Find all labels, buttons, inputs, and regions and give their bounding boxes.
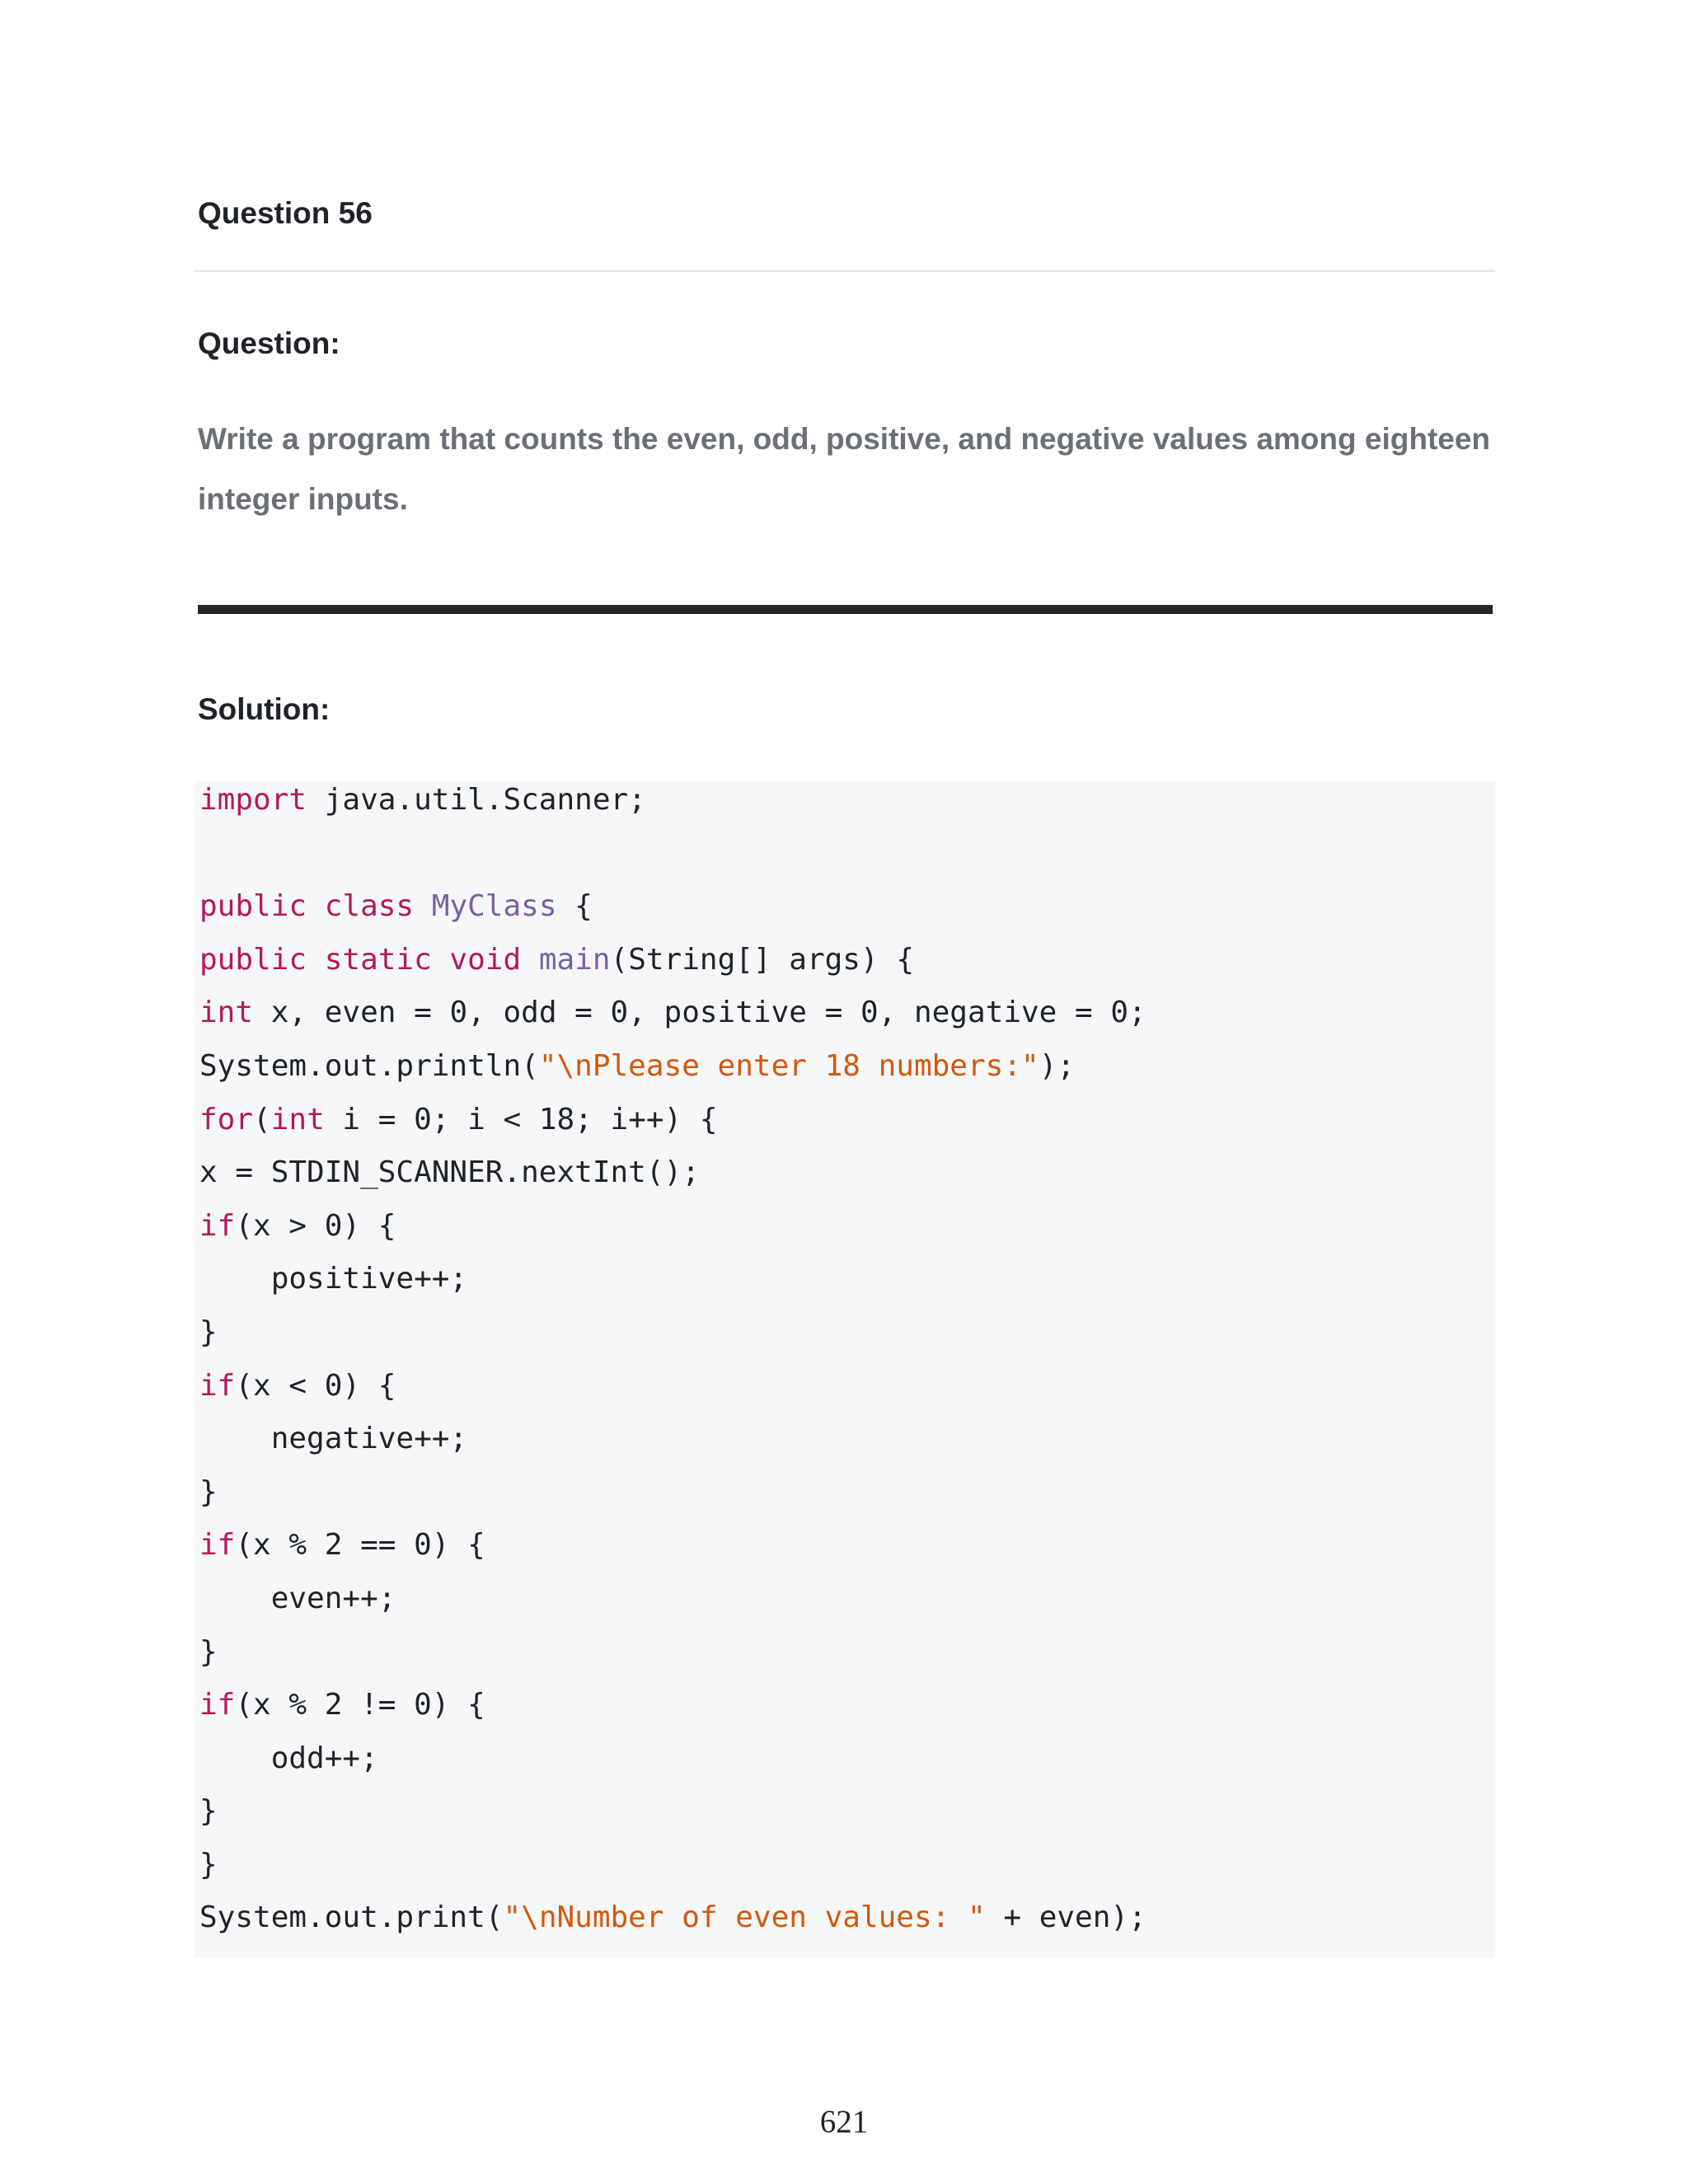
code-line: }: [199, 1794, 218, 1829]
code-line: if(x % 2 != 0) {: [199, 1688, 485, 1722]
code-line: even++;: [199, 1581, 396, 1615]
solution-label: Solution:: [198, 692, 331, 726]
code-line: if(x > 0) {: [199, 1208, 396, 1243]
question-text: Write a program that counts the even, odd, positive, and negative values among eighteen integer inputs.: [198, 422, 1491, 516]
code-line: negative++;: [199, 1422, 468, 1456]
code-line: odd++;: [199, 1741, 378, 1775]
code-line: if(x < 0) {: [199, 1368, 396, 1403]
code-line: public class MyClass {: [199, 889, 593, 924]
code-line: positive++;: [199, 1262, 468, 1296]
code-line: import java.util.Scanner;: [199, 783, 646, 817]
code-line: }: [199, 1315, 218, 1349]
code-line: int x, even = 0, odd = 0, positive = 0, negative = 0;: [199, 996, 1146, 1030]
code-line: public static void main(String[] args) {: [199, 942, 914, 977]
code-line: for(int i = 0; i < 18; i++) {: [199, 1102, 718, 1137]
code-line: System.out.print("\nNumber of even values: " + even);: [199, 1900, 1146, 1935]
code-line: }: [199, 1634, 218, 1669]
question-label: Question:: [198, 326, 340, 360]
code-block: [199, 774, 1146, 1945]
code-line-blank: [199, 827, 1146, 881]
page-number: 621: [819, 2104, 869, 2139]
section-divider: [198, 605, 1493, 614]
code-line: }: [199, 1474, 218, 1509]
code-line: }: [199, 1847, 218, 1882]
code-line: if(x % 2 == 0) {: [199, 1528, 485, 1563]
code-line: x = STDIN_SCANNER.nextInt();: [199, 1155, 700, 1190]
code-line: System.out.println("\nPlease enter 18 numbers:");: [199, 1048, 1076, 1083]
divider: [195, 270, 1495, 272]
question-title: Question 56: [198, 196, 373, 230]
